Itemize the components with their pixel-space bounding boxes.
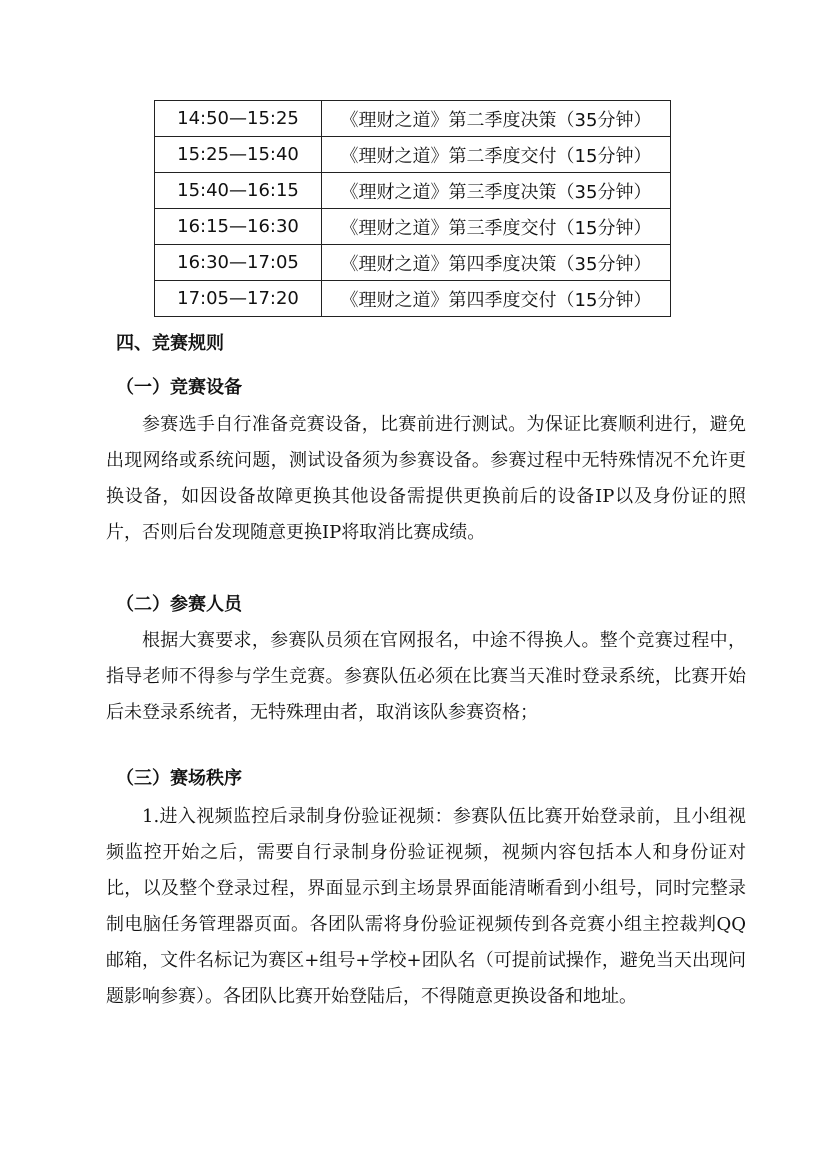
paragraph-equipment: 参赛选手自行准备竞赛设备，比赛前进行测试。为保证比赛顺利进行，避免出现网络或系统问题，测试设备须为参赛设备。参赛过程中无特殊情况不允许更换设备，如因设备故障更换其他设备需提供更换前后的设备IP以及身份证的照片，否则后台发现随意更换IP将取消比赛成绩。 xyxy=(106,414,746,543)
schedule-time-cell: 14:50—15:25 xyxy=(155,101,322,137)
schedule-description-cell: 《理财之道》第四季度交付（15分钟） xyxy=(322,281,671,317)
schedule-row xyxy=(155,137,671,173)
paragraph-participants: 根据大赛要求，参赛队员须在官网报名，中途不得换人。整个竞赛过程中，指导老师不得参与学生竞赛。参赛队伍必须在比赛当天准时登录系统，比赛开始后未登录系统者，无特殊理由者，取消该队参赛资格； xyxy=(106,630,746,723)
schedule-description-cell: 《理财之道》第二季度交付（15分钟） xyxy=(322,137,671,173)
schedule-time-cell: 16:15—16:30 xyxy=(155,209,322,245)
schedule-time-cell: 15:40—16:15 xyxy=(155,173,322,209)
subsection-heading-equipment: （一）竞赛设备 xyxy=(116,377,242,398)
subsection-heading-order: （三）赛场秩序 xyxy=(116,768,242,789)
schedule-row xyxy=(155,245,671,281)
schedule-row xyxy=(155,209,671,245)
schedule-time-cell: 15:25—15:40 xyxy=(155,137,322,173)
schedule-description-cell: 《理财之道》第四季度决策（35分钟） xyxy=(322,245,671,281)
schedule-table-body xyxy=(155,101,671,317)
schedule-description-cell: 《理财之道》第二季度决策（35分钟） xyxy=(322,101,671,137)
schedule-description-cell: 《理财之道》第三季度决策（35分钟） xyxy=(322,173,671,209)
schedule-row xyxy=(155,281,671,317)
paragraph-order: 1.进入视频监控后录制身份验证视频：参赛队伍比赛开始登录前，且小组视频监控开始之后，需要自行录制身份验证视频，视频内容包括本人和身份证对比，以及整个登录过程，界面显示到主场景界面能清晰看到小组号，同时完整录制电脑任务管理器页面。各团队需将身份验证视频传到各竞赛小组主控裁判QQ邮箱，文件名标记为赛区+组号+学校+团队名（可提前试操作，避免当天出现问题影响参赛）。各团队比赛开始登陆后，不得随意更换设备和地址。 xyxy=(106,806,746,1007)
schedule-time-cell: 17:05—17:20 xyxy=(155,281,322,317)
schedule-row xyxy=(155,173,671,209)
subsection-heading-participants: （二）参赛人员 xyxy=(116,594,242,615)
schedule-description-cell: 《理财之道》第三季度交付（15分钟） xyxy=(322,209,671,245)
schedule-table xyxy=(154,100,671,317)
schedule-time-cell: 16:30—17:05 xyxy=(155,245,322,281)
section-heading-competition-rules: 四、竞赛规则 xyxy=(116,333,224,354)
schedule-row xyxy=(155,101,671,137)
